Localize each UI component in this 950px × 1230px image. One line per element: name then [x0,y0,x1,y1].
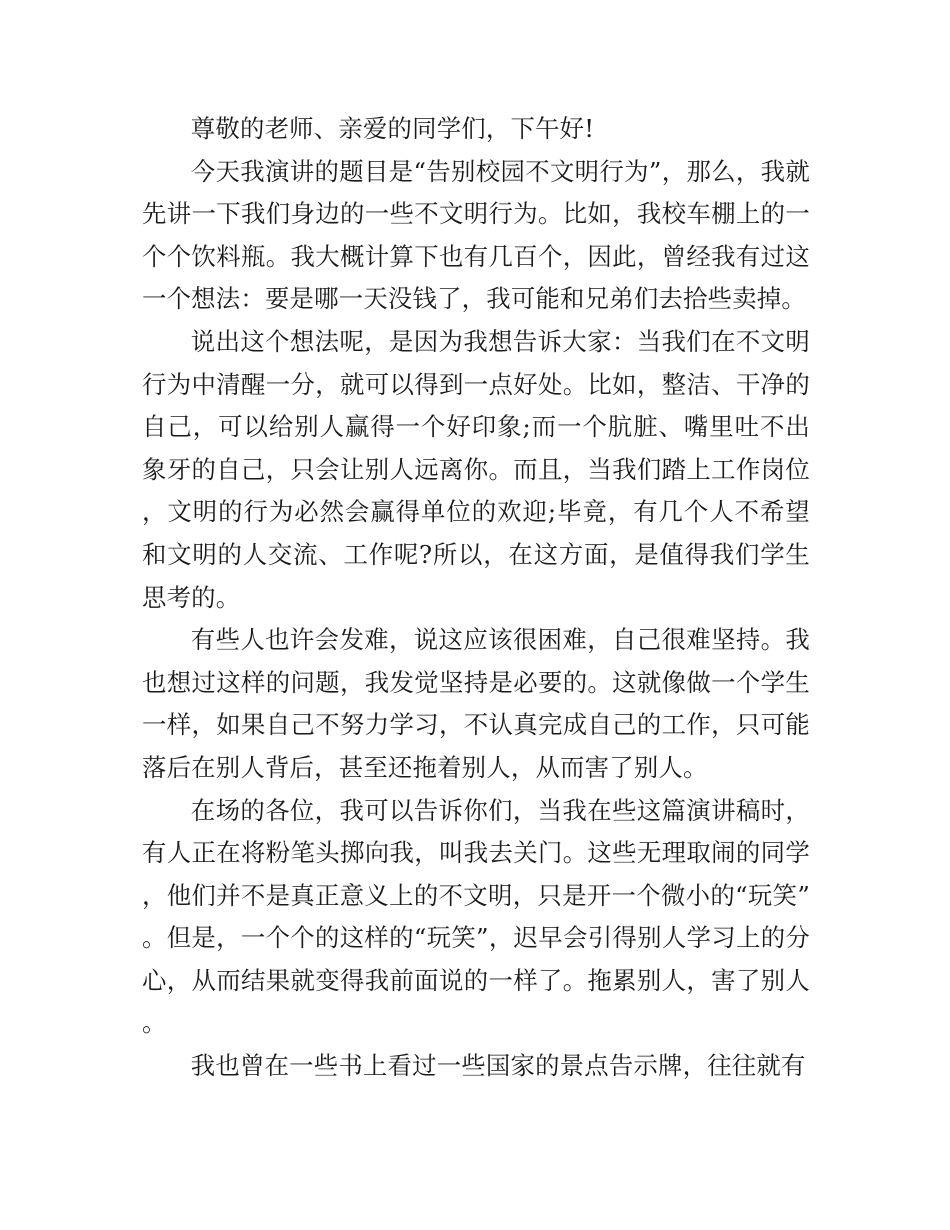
paragraph-signs: 我也曾在一些书上看过一些国家的景点告示牌，往往就有 [190,1051,806,1081]
paragraph-benefits: 说出这个想法呢，是因为我想告诉大家：当我们在不文明行为中清醒一分，就可以得到一点好处。比如，整洁、干净的自己，可以给别人赢得一个好印象;而一个肮脏、嘴里吐不出象牙的自己，只会让别人远离你。而且，当我们踏上工作岗位，文明的行为必然会赢得单位的欢迎;毕竟，有几个人不希望和文明的人交流、工作呢?所以，在这方面，是值得我们学生思考的。 [142,326,810,612]
paragraph-topic: 今天我演讲的题目是“告别校园不文明行为”，那么，我就先讲一下我们身边的一些不文明行为。比如，我校车棚上的一个个饮料瓶。我大概计算下也有几百个，因此，曾经我有过这一个想法：要是哪一天没钱了，我可能和兄弟们去拾些卖掉。 [142,156,810,314]
paragraph-persistence: 有些人也许会发难，说这应该很困难，自己很难坚持。我也想过这样的问题，我发觉坚持是必要的。这就像做一个学生一样，如果自己不努力学习，不认真完成自己的工作，只可能落后在别人背后，甚至还拖着别人，从而害了别人。 [142,625,810,782]
speech-body [142,108,810,1088]
paragraph-jokes: 在场的各位，我可以告诉你们，当我在些这篇演讲稿时，有人正在将粉笔头掷向我，叫我去关门。这些无理取闹的同学，他们并不是真正意义上的不文明，只是开一个微小的“玩笑”。但是，一个个的这样的“玩笑”，迟早会引得别人学习上的分心，从而结果就变得我前面说的一样了。拖累别人，害了别人。 [142,795,810,1038]
paragraph-greeting: 尊敬的老师、亲爱的同学们，下午好! [190,114,595,143]
